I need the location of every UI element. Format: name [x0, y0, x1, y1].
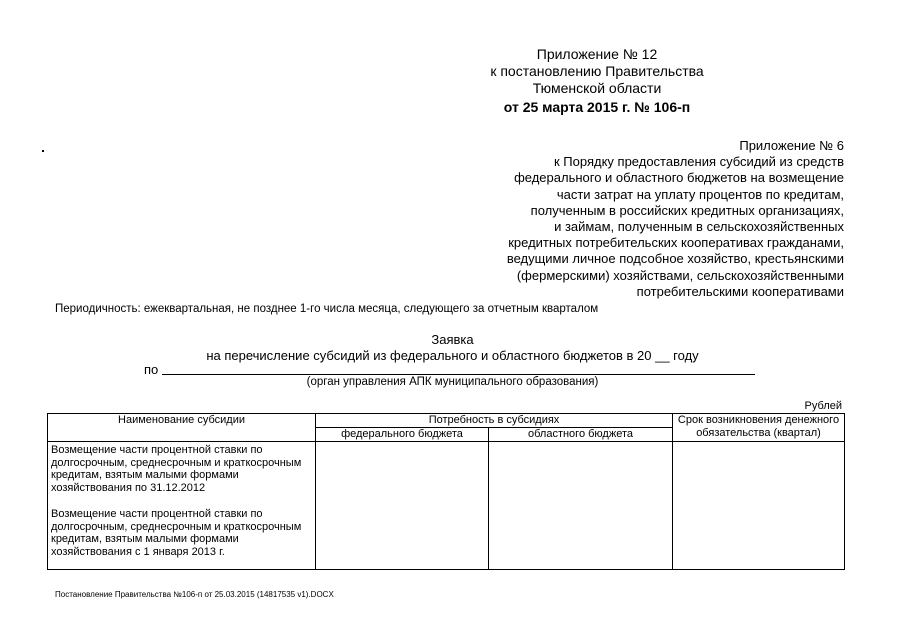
table-header-row	[48, 414, 845, 428]
currency-label: Рублей	[804, 400, 842, 412]
title-line2: на перечисление субсидий из федерального и областного бюджетов в 20 __ году	[206, 348, 699, 363]
periodicity-text: Периодичность: ежеквартальная, не позднее 1-го числа месяца, следующего за отчетным кварталом	[55, 303, 599, 315]
po-label: по	[144, 362, 159, 377]
appendix-12-line2: к постановлению Правительства	[490, 63, 704, 79]
appendix-6-line: Приложение № 6	[739, 138, 844, 153]
appendix-6-line: ведущими личное подсобное хозяйство, крестьянскими	[506, 251, 844, 267]
appendix-6-line: (фермерскими) хозяйствами, сельскохозяйственными	[516, 267, 844, 283]
appendix-6-line: части затрат на уплату процентов по кредитам,	[556, 186, 844, 202]
subsidy-names-cell	[48, 442, 316, 570]
subsidy-table	[47, 413, 845, 570]
appendix-6-line: кредитных потребительских кооперативах гражданами,	[508, 235, 844, 251]
regional-cell[interactable]	[489, 442, 673, 570]
document-title	[0, 332, 905, 364]
footer-text: Постановление Правительства №106-п от 25.03.2015 (14817535 v1).DOCX	[55, 590, 334, 599]
organ-fill-line	[162, 374, 755, 375]
col-term-header: Срок возникновения денежного обязательства (квартал)	[673, 414, 845, 442]
appendix-12-line1: Приложение № 12	[536, 46, 658, 62]
col-regional-header: областного бюджета	[489, 428, 673, 442]
appendix-6-line: потребительскими кооперативами	[636, 283, 844, 299]
appendix-6-line: к Порядку предоставления субсидий из средств	[554, 154, 844, 170]
appendix-6-line: полученным в российских кредитных организациях,	[530, 202, 844, 218]
col-need-header: Потребность в субсидиях	[316, 414, 673, 428]
appendix-6-line: федерального и областного бюджетов на возмещение	[514, 170, 844, 186]
appendix-6-line: и займам, полученным в сельскохозяйственных	[554, 219, 844, 235]
table-row	[48, 442, 845, 570]
federal-cell[interactable]	[316, 442, 489, 570]
subsidy-name-2: Возмещение части процентной ставки по долгосрочным, среднесрочным и краткосрочным кредитам, взятым малыми формами хозяйствования с 1 января 2013 г.	[51, 508, 302, 558]
col-federal-header: федерального бюджета	[316, 428, 489, 442]
col-name-header: Наименование субсидии	[48, 414, 316, 442]
subsidy-name-1: Возмещение части процентной ставки по долгосрочным, среднесрочным и краткосрочным кредитам, взятым малыми формами хозяйствования по 31.12.2012	[51, 444, 302, 494]
title-line1: Заявка	[431, 332, 474, 347]
term-cell[interactable]	[673, 442, 845, 570]
scan-dot	[42, 150, 44, 152]
appendix-12-line3: Тюменской области	[532, 80, 662, 96]
appendix-12-date: от 25 марта 2015 г. № 106-п	[503, 99, 691, 115]
appendix-6-header	[464, 138, 844, 300]
appendix-12-header	[417, 46, 777, 116]
organ-caption: (орган управления АПК муниципального образования)	[306, 376, 599, 388]
